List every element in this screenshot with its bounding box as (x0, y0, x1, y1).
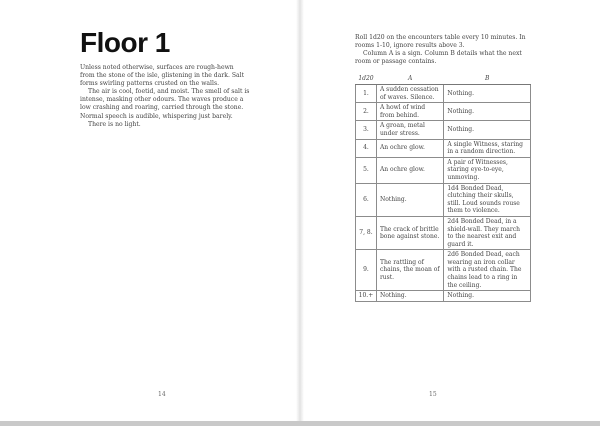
sign-cell: Nothing. (376, 183, 443, 216)
contents-cell: A pair of Witnesses, staring eye-to-eye, unmoving. (444, 157, 531, 183)
contents-cell: 2d4 Bonded Dead, in a shield-wall. They march to the nearest exit and guard it. (444, 216, 531, 249)
sign-cell: An ochre glow. (376, 139, 443, 157)
sign-cell: The crack of brittle bone against stone. (376, 216, 443, 249)
page-number-right: 15 (429, 391, 437, 398)
column-header-b: B (444, 74, 531, 85)
table-row (356, 216, 531, 249)
table-row (356, 139, 531, 157)
sign-cell: A howl of wind from behind. (376, 103, 443, 121)
roll-cell: 2. (356, 103, 377, 121)
column-header-a: A (376, 74, 443, 85)
paragraph: Unless noted otherwise, surfaces are rough-hewn from the stone of the isle, glistening in the dark. Salt forms swirling patterns crusted on the walls. (80, 64, 245, 88)
table-row (356, 157, 531, 183)
paragraph: There is no light. (88, 120, 141, 128)
sign-cell: A sudden cessation of waves. Silence. (376, 85, 443, 103)
contents-cell: Nothing. (444, 121, 531, 139)
table-row (356, 103, 531, 121)
sign-cell: An ochre glow. (376, 157, 443, 183)
left-page (0, 0, 299, 426)
roll-cell: 10.+ (356, 291, 377, 302)
sign-cell: The rattling of chains, the moan of rust. (376, 250, 443, 291)
table-header-row (356, 74, 531, 85)
roll-cell: 1. (356, 85, 377, 103)
encounter-intro (355, 34, 530, 66)
page-title: Floor 1 (80, 27, 170, 58)
roll-cell: 6. (356, 183, 377, 216)
contents-cell: Nothing. (444, 85, 531, 103)
contents-cell: 1d4 Bonded Dead, clutching their skulls, still. Loud sounds rouse them to violence. (444, 183, 531, 216)
left-body-text (80, 64, 250, 129)
roll-cell: 4. (356, 139, 377, 157)
page-number-left: 14 (158, 391, 166, 398)
bottom-edge (0, 421, 600, 426)
roll-cell: 3. (356, 121, 377, 139)
roll-cell: 9. (356, 250, 377, 291)
table-row (356, 183, 531, 216)
table-row (356, 85, 531, 103)
roll-cell: 5. (356, 157, 377, 183)
encounters-table (355, 74, 531, 302)
roll-cell: 7, 8. (356, 216, 377, 249)
table-row (356, 121, 531, 139)
contents-cell: Nothing. (444, 103, 531, 121)
paragraph: Column A is a sign. Column B details what the next room or passage contains. (355, 50, 522, 66)
contents-cell: A single Witness, staring in a random direction. (444, 139, 531, 157)
table-row (356, 250, 531, 291)
paragraph: Roll 1d20 on the encounters table every 10 minutes. In rooms 1-10, ignore results above 3. (355, 34, 526, 50)
paragraph: The air is cool, foetid, and moist. The smell of salt is intense, masking other odours. The waves produce a low crashing and roaring, carried through the stone. Normal speech is audible, whispering just barely. (80, 88, 250, 120)
sign-cell: Nothing. (376, 291, 443, 302)
book-gutter (296, 0, 304, 426)
sign-cell: A groan, metal under stress. (376, 121, 443, 139)
contents-cell: 2d6 Bonded Dead, each wearing an iron collar with a rusted chain. The chains lead to a ring in the ceiling. (444, 250, 531, 291)
table-row (356, 291, 531, 302)
column-header-roll: 1d20 (356, 74, 377, 85)
contents-cell: Nothing. (444, 291, 531, 302)
